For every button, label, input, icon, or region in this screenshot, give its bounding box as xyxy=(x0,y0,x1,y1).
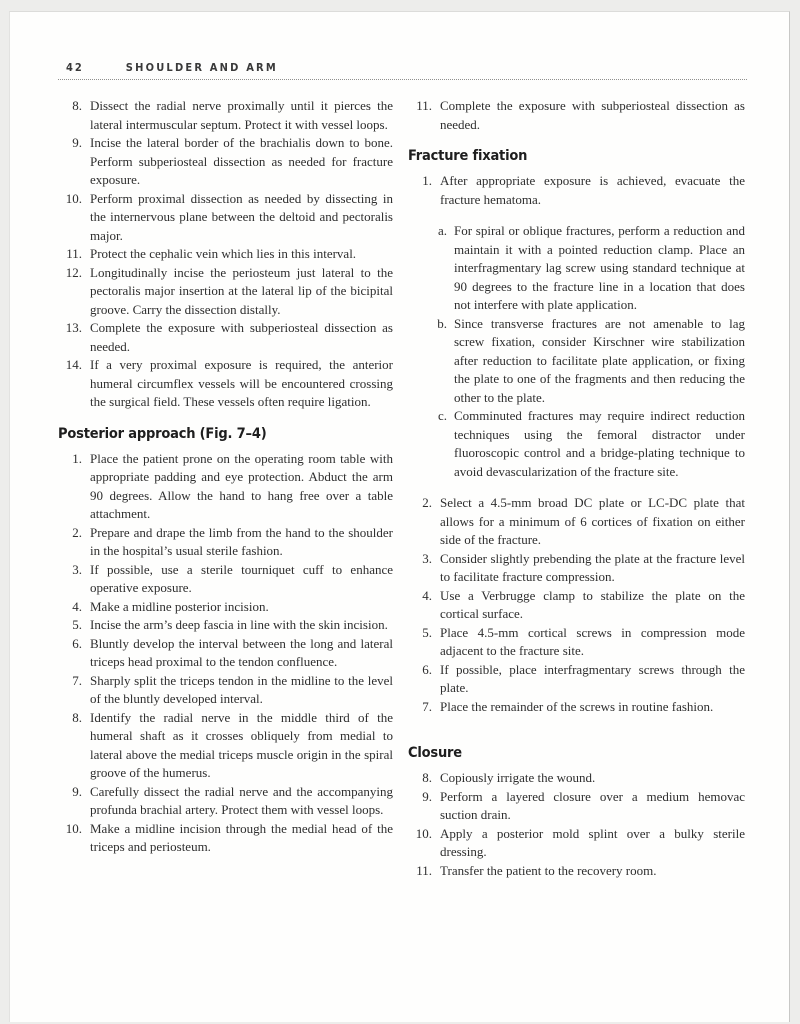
item-text: Complete the exposure with subperiosteal dissection as needed. xyxy=(440,98,745,132)
list-item xyxy=(58,616,393,635)
item-text: Prepare and drape the limb from the hand to the shoulder in the hospital’s usual sterile fashion. xyxy=(90,524,393,558)
two-column-text xyxy=(58,97,745,880)
numbered-list xyxy=(408,172,745,716)
item-number: 8. xyxy=(72,98,82,113)
item-number: 11. xyxy=(416,98,432,113)
list-item xyxy=(58,134,393,190)
book-page xyxy=(9,11,790,1022)
right-column xyxy=(408,97,745,880)
list-item xyxy=(408,788,745,825)
item-number: 8. xyxy=(422,770,432,785)
item-text: Transfer the patient to the recovery room. xyxy=(440,862,657,878)
sub-list-item xyxy=(433,407,745,481)
item-number: 11. xyxy=(66,246,82,261)
page-header xyxy=(58,61,745,74)
item-number: 12. xyxy=(65,264,82,280)
item-text: If possible, place interfragmentary screws through the plate. xyxy=(440,661,745,695)
lettered-sub-list xyxy=(433,222,745,481)
item-text: Use a Verbrugge clamp to stabilize the plate on the cortical surface. xyxy=(440,587,745,621)
item-number: 14. xyxy=(65,357,82,372)
list-item xyxy=(408,97,745,134)
item-text: If possible, use a sterile tourniquet cuff to enhance operative exposure. xyxy=(90,561,393,595)
item-number: c. xyxy=(437,408,447,423)
section-heading: Closure xyxy=(408,745,462,761)
item-number: 13. xyxy=(65,320,82,335)
item-text: Copiously irrigate the wound. xyxy=(440,770,596,785)
item-text: Complete the exposure with subperiosteal dissection as needed. xyxy=(90,320,393,354)
item-text: Since transverse fractures are not amenable to lag screw fixation, consider Kirschner wire stabilization after reduction to facilitate plate application, or fixing the plate to one of the fragments and then reducing the other to the plate. xyxy=(454,315,745,405)
list-item xyxy=(408,698,745,717)
list-item xyxy=(58,672,393,709)
section-heading: Fracture fixation xyxy=(408,148,528,164)
item-number: a. xyxy=(437,223,447,238)
list-item xyxy=(58,190,393,246)
item-text: Incise the lateral border of the brachialis down to bone. Perform subperiosteal dissection as needed for fracture exposure. xyxy=(90,135,393,187)
list-item xyxy=(408,862,745,881)
list-item xyxy=(58,709,393,783)
item-text: Identify the radial nerve in the middle third of the humeral shaft as it crosses obliquely from medial to lateral above the medial triceps muscle origin in the spiral groove of the humerus. xyxy=(90,709,393,780)
item-number: 4. xyxy=(72,598,82,614)
item-text: After appropriate exposure is achieved, evacuate the fracture hematoma. xyxy=(440,173,745,207)
item-number: 6. xyxy=(422,661,432,677)
list-item xyxy=(408,661,745,698)
list-item xyxy=(408,494,745,550)
list-item xyxy=(58,524,393,561)
item-text: Place 4.5-mm cortical screws in compression mode adjacent to the fracture site. xyxy=(440,624,745,658)
item-text: Perform a layered closure over a medium hemovac suction drain. xyxy=(440,788,745,822)
item-text: Carefully dissect the radial nerve and the accompanying profunda brachial artery. Protect them with vessel loops. xyxy=(90,783,393,817)
item-text: Make a midline incision through the medial head of the triceps and periosteum. xyxy=(90,820,393,854)
list-item xyxy=(58,356,393,412)
running-head: SHOULDER AND ARM xyxy=(125,61,278,74)
left-column xyxy=(58,97,393,880)
item-text: Place the patient prone on the operating room table with appropriate padding and eye protection. Abduct the arm 90 degrees. Allow the hand to hang free over a table attachment. xyxy=(90,450,393,521)
item-number: 7. xyxy=(72,672,82,688)
item-text: Make a midline posterior incision. xyxy=(90,598,269,614)
item-text: Place the remainder of the screws in routine fashion. xyxy=(440,698,714,714)
item-number: 5. xyxy=(422,624,432,640)
item-number: 11. xyxy=(416,862,432,878)
numbered-list xyxy=(58,97,393,412)
list-item xyxy=(408,172,745,209)
sub-list-item xyxy=(433,222,745,315)
item-number: 8. xyxy=(72,709,82,725)
item-number: 3. xyxy=(72,561,82,577)
list-item xyxy=(58,561,393,598)
item-text: Bluntly develop the interval between the long and lateral triceps head proximal to the tendon confluence. xyxy=(90,635,393,669)
numbered-list xyxy=(58,450,393,857)
item-number: 9. xyxy=(422,788,432,804)
section-heading: Posterior approach (Fig. 7–4) xyxy=(58,425,267,442)
item-number: 1. xyxy=(72,450,82,466)
item-text: Longitudinally incise the periosteum just lateral to the pectoralis major insertion at the lateral lip of the bicipital groove. Carry the dissection distally. xyxy=(90,264,393,317)
item-number: 2. xyxy=(422,495,432,510)
item-number: 9. xyxy=(72,783,82,799)
item-number: 10. xyxy=(65,820,82,836)
item-text: For spiral or oblique fractures, perform a reduction and maintain it with a pointed reduction clamp. Place an interfragmentary lag screw using standard technique at 90 degrees to the fracture line in a location that does not interfere with plate application. xyxy=(454,223,745,312)
item-number: 3. xyxy=(422,550,432,566)
numbered-list xyxy=(408,769,745,880)
item-number: b. xyxy=(437,315,447,331)
list-item xyxy=(58,635,393,672)
list-item xyxy=(58,319,393,356)
list-item xyxy=(58,450,393,524)
list-item xyxy=(58,820,393,857)
item-number: 9. xyxy=(72,135,82,150)
item-number: 1. xyxy=(422,173,432,188)
item-number: 10. xyxy=(415,825,432,841)
item-number: 6. xyxy=(72,635,82,651)
list-item xyxy=(408,624,745,661)
list-item xyxy=(58,245,393,264)
list-item xyxy=(58,264,393,320)
item-text: Dissect the radial nerve proximally until it pierces the lateral intermuscular septum. Protect it with vessel loops. xyxy=(90,98,393,132)
list-item xyxy=(408,769,745,788)
dotted-rule xyxy=(58,79,747,80)
item-text: If a very proximal exposure is required, the anterior humeral circumflex vessels will be encountered crossing the surgical field. These vessels often require ligation. xyxy=(90,357,393,409)
item-text: Apply a posterior mold splint over a bulky sterile dressing. xyxy=(440,825,745,859)
item-text: Sharply split the triceps tendon in the midline to the level of the bluntly developed interval. xyxy=(90,672,393,706)
item-number: 5. xyxy=(72,617,82,632)
sub-list-item xyxy=(433,315,745,408)
list-item xyxy=(408,550,745,587)
list-item xyxy=(408,587,745,624)
item-text: Consider slightly prebending the plate at the fracture level to facilitate fracture compression. xyxy=(440,550,745,584)
numbered-list xyxy=(408,97,745,134)
list-item xyxy=(58,783,393,820)
list-item xyxy=(58,598,393,617)
item-text: Select a 4.5-mm broad DC plate or LC-DC plate that allows for a minimum of 6 cortices of fixation on either side of the fracture. xyxy=(440,495,745,547)
item-text: Incise the arm’s deep fascia in line with the skin incision. xyxy=(90,617,388,632)
item-number: 10. xyxy=(65,190,82,206)
list-item xyxy=(408,825,745,862)
item-number: 7. xyxy=(422,698,432,714)
item-number: 4. xyxy=(422,587,432,603)
item-text: Perform proximal dissection as needed by dissecting in the internervous plane between the deltoid and pectoralis major. xyxy=(90,190,393,243)
page-number: 42 xyxy=(66,61,84,74)
item-number: 2. xyxy=(72,524,82,540)
item-text: Comminuted fractures may require indirect reduction techniques using the femoral distractor under fluoroscopic control and a bridge-plating technique to avoid devascularization of the fracture site. xyxy=(454,408,745,479)
list-item xyxy=(58,97,393,134)
item-text: Protect the cephalic vein which lies in this interval. xyxy=(90,246,357,261)
